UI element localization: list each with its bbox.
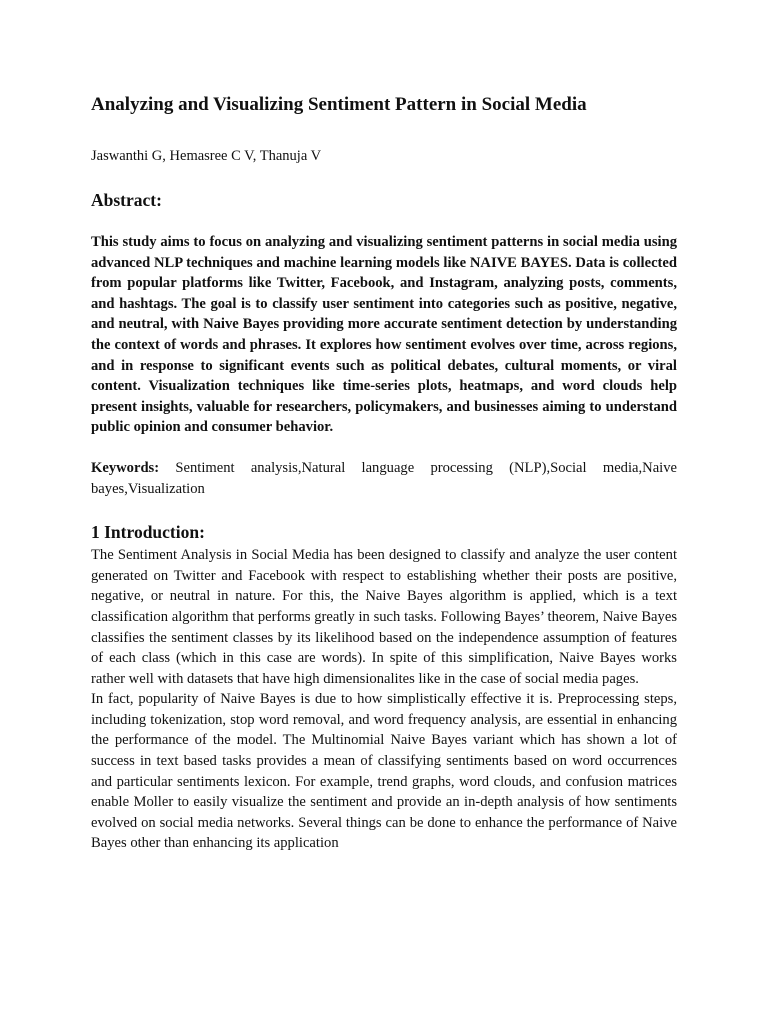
abstract-heading: Abstract: [91, 190, 162, 210]
author-list: Jaswanthi G, Hemasree C V, Thanuja V [91, 148, 322, 164]
paper-title: Analyzing and Visualizing Sentiment Pattern in Social Media [91, 94, 587, 115]
paper-page [91, 92, 677, 854]
keywords-label: Keywords: [91, 459, 160, 476]
intro-paragraph: In fact, popularity of Naive Bayes is due to how simplistically effective it is. Preprocessing steps, including tokenization, stop word removal, and word frequency analysis, are essential in enhancing the performance of the model. The Multinomial Naive Bayes variant which has shown a lot of success in text based tasks provides a mean of classifying sentiments based on word occurrences and particular sentiments lexicon. For example, trend graphs, word clouds, and confusion matrices enable Moller to easily visualize the sentiment and provide an in-depth analysis of how sentiments evolved on social media networks. Several things can be done to enhance the performance of Naive Bayes other than enhancing its application [91, 691, 677, 852]
keywords-text: Sentiment analysis,Natural language processing (NLP),Social media,Naive bayes,Visualization [91, 459, 677, 497]
intro-paragraph: The Sentiment Analysis in Social Media has been designed to classify and analyze the user content generated on Twitter and Facebook with respect to establishing whether their posts are positive, negative, or neutral in nature. For this, the Naive Bayes algorithm is applied, which is a text classification algorithm that performs greatly in such tasks. Following Bayes’ theorem, Naive Bayes classifies the sentiment classes by its likelihood based on the independence assumption of features of each class (which in this case are words). In spite of this simplification, Naive Bayes works rather well with datasets that have high dimensionalites like in the case of social media pages. [91, 547, 677, 687]
keywords-section [91, 458, 677, 499]
introduction-heading: 1 Introduction: [91, 522, 205, 543]
abstract-text: This study aims to focus on analyzing and visualizing sentiment patterns in social media using advanced NLP techniques and machine learning models like NAIVE BAYES. Data is collected from popular platforms like Twitter, Facebook, and Instagram, analyzing posts, comments, and hashtags. The goal is to classify user sentiment into categories such as positive, negative, and neutral, with Naive Bayes providing more accurate sentiment detection by understanding the context of words and phrases. It explores how sentiment evolves over time, across regions, and in response to significant events such as political debates, cultural moments, or viral content. Visualization techniques like time-series plots, heatmaps, and word clouds help present insights, valuable for researchers, policymakers, and businesses aiming to understand public opinion and consumer behavior. [91, 234, 677, 436]
